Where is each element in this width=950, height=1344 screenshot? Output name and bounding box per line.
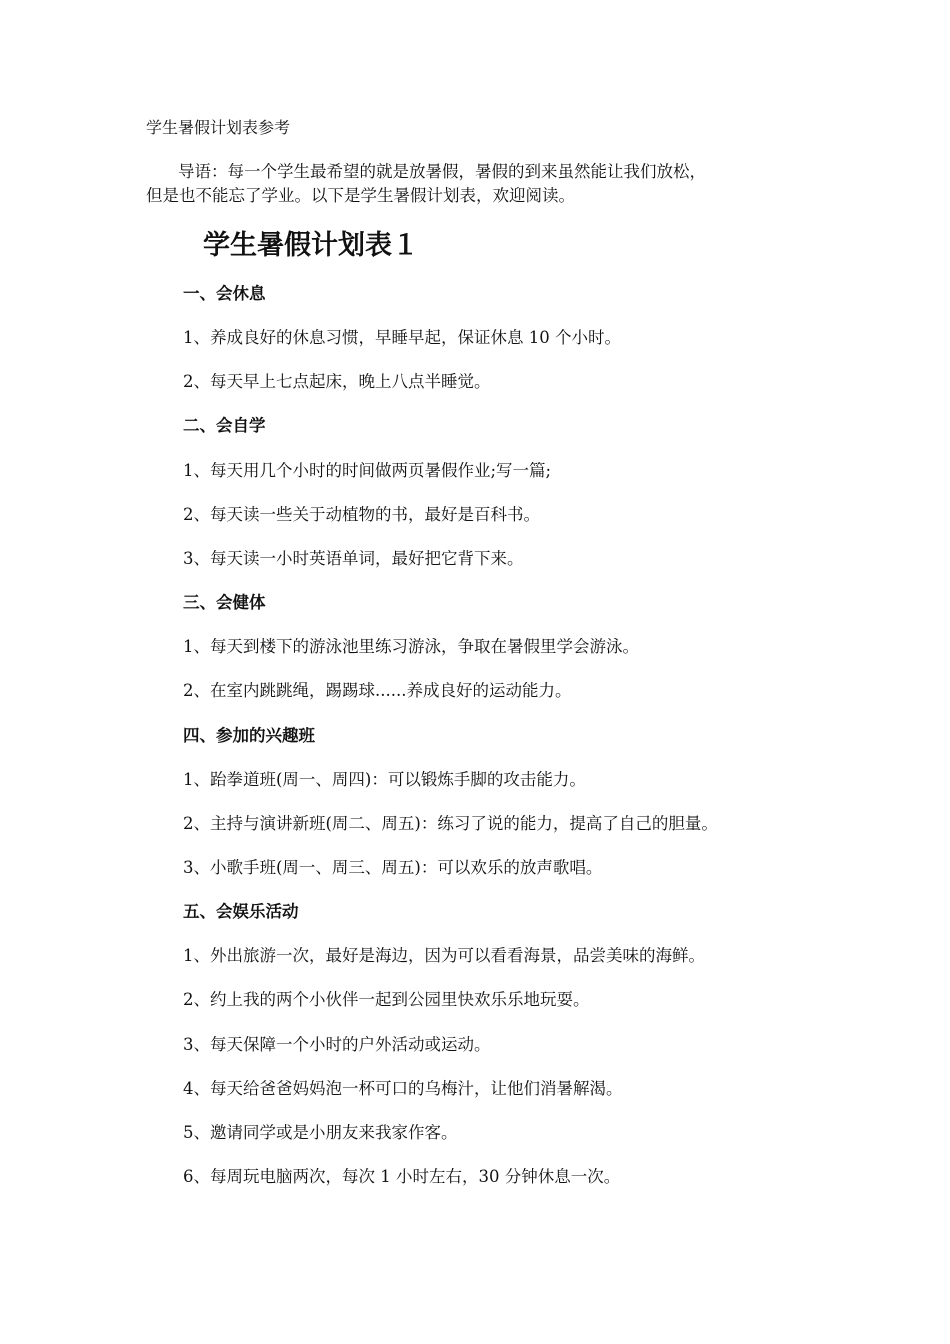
intro-paragraph: [146, 160, 796, 208]
list-item: 1、每天到楼下的游泳池里练习游泳，争取在暑假里学会游泳。: [183, 637, 639, 656]
intro-line: 但是也不能忘了学业。以下是学生暑假计划表，欢迎阅读。: [146, 186, 575, 205]
list-item: 2、在室内跳跳绳，踢踢球......养成良好的运动能力。: [183, 681, 572, 700]
list-item: 2、约上我的两个小伙伴一起到公园里快欢乐乐地玩耍。: [183, 990, 590, 1009]
list-item: 3、小歌手班(周一、周三、周五)：可以欢乐的放声歌唱。: [183, 858, 603, 877]
section-heading: 一、会休息: [183, 284, 266, 303]
list-item: 2、每天早上七点起床，晚上八点半睡觉。: [183, 372, 491, 391]
document-title: 学生暑假计划表参考: [146, 118, 291, 137]
list-item: 4、每天给爸爸妈妈泡一杯可口的乌梅汁，让他们消暑解渴。: [183, 1079, 623, 1098]
list-item: 2、每天读一些关于动植物的书，最好是百科书。: [183, 505, 540, 524]
list-item: 1、每天用几个小时的时间做两页暑假作业;写一篇;: [183, 461, 552, 480]
plan-heading: 学生暑假计划表１: [203, 230, 419, 261]
list-item: 2、主持与演讲新班(周二、周五)：练习了说的能力，提高了自己的胆量。: [183, 814, 718, 833]
list-item: 1、跆拳道班(周一、周四)：可以锻炼手脚的攻击能力。: [183, 770, 586, 789]
section-heading: 三、会健体: [183, 593, 266, 612]
section-heading: 二、会自学: [183, 416, 266, 435]
list-item: 3、每天保障一个小时的户外活动或运动。: [183, 1035, 491, 1054]
list-item: 6、每周玩电脑两次，每次 1 小时左右，30 分钟休息一次。: [183, 1167, 621, 1186]
intro-line: 导语：每一个学生最希望的就是放暑假，暑假的到来虽然能让我们放松，: [178, 162, 706, 181]
section-heading: 五、会娱乐活动: [183, 902, 299, 921]
section-heading: 四、参加的兴趣班: [183, 726, 315, 745]
list-item: 1、养成良好的休息习惯，早睡早起，保证休息 10 个小时。: [183, 328, 621, 347]
list-item: 5、邀请同学或是小朋友来我家作客。: [183, 1123, 458, 1142]
list-item: 3、每天读一小时英语单词，最好把它背下来。: [183, 549, 524, 568]
list-item: 1、外出旅游一次，最好是海边，因为可以看看海景，品尝美味的海鲜。: [183, 946, 705, 965]
